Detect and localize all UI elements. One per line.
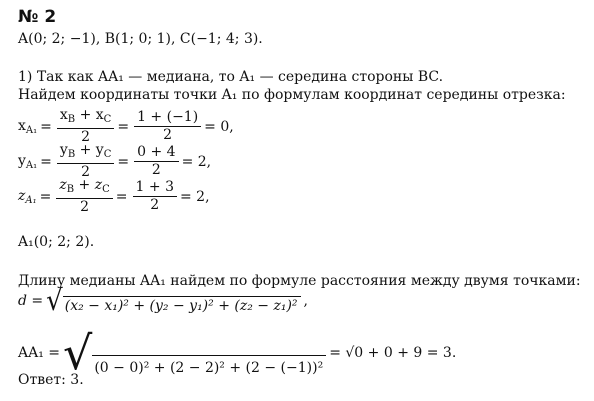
y-result: = 2, xyxy=(181,153,212,170)
z-lhs: $z_{A_1}$ xyxy=(18,187,37,206)
z-frac-general: $\frac{z_B + z_C}{2}$ xyxy=(56,177,112,216)
median-text: Длину медианы AA₁ найдем по формуле расстояния между двумя точками: xyxy=(18,273,581,289)
a1-coordinates: A₁(0; 2; 2). xyxy=(18,234,95,250)
y-frac-general: $\frac{y_B + y_C}{2}$ xyxy=(57,142,114,181)
aa1-sqrt: √ (0 − 0)² + (2 − 2)² + (2 − (−1))² xyxy=(63,330,326,376)
distance-formula: d = √ (x₂ − x₁)² + (y₂ − y₁)² + (z₂ − z₁)² , xyxy=(18,284,308,318)
step1-line2: Найдем координаты точки A₁ по формулам координат середины отрезка: xyxy=(18,87,566,103)
x-frac-values: $\frac{1 + (-1)}{2}$ xyxy=(134,109,201,144)
y-lhs: $y_{A_1}$ xyxy=(18,152,38,171)
given-points: A(0; 2; −1), B(1; 0; 1), C(−1; 4; 3). xyxy=(18,31,263,47)
x-frac-general: $\frac{x_B + x_C}{2}$ xyxy=(57,107,114,146)
z-result: = 2, xyxy=(179,188,210,205)
y-frac-values: $\frac{0 + 4}{2}$ xyxy=(134,144,178,179)
problem-number: № 2 xyxy=(18,7,57,27)
aa1-formula: AA₁ = √ (0 − 0)² + (2 − 2)² + (2 − (−1))² = √0 + 0 + 9 = 3. xyxy=(18,326,457,380)
z-frac-values: $\frac{1 + 3}{2}$ xyxy=(133,179,177,214)
answer: Ответ: 3. xyxy=(18,372,84,388)
aa1-result: = √0 + 0 + 9 = 3. xyxy=(329,345,457,361)
formula-x: $x_{A_1}$ = $\frac{x_B + x_C}{2}$ = $\frac{1 + (-1)}{2}$ = 0, xyxy=(18,107,234,145)
step1-line1: 1) Так как AA₁ — медиана, то A₁ — середина стороны BC. xyxy=(18,69,444,85)
distance-sqrt: √ (x₂ − x₁)² + (y₂ − y₁)² + (z₂ − z₁)² xyxy=(46,288,300,314)
x-lhs: $x_{A_1}$ xyxy=(18,117,38,136)
formula-y: $y_{A_1}$ = $\frac{y_B + y_C}{2}$ = $\frac{0 + 4}{2}$ = 2, xyxy=(18,142,212,180)
formula-z: $z_{A_1}$ = $\frac{z_B + z_C}{2}$ = $\frac{1 + 3}{2}$ = 2, xyxy=(18,177,210,215)
x-result: = 0, xyxy=(204,118,234,135)
